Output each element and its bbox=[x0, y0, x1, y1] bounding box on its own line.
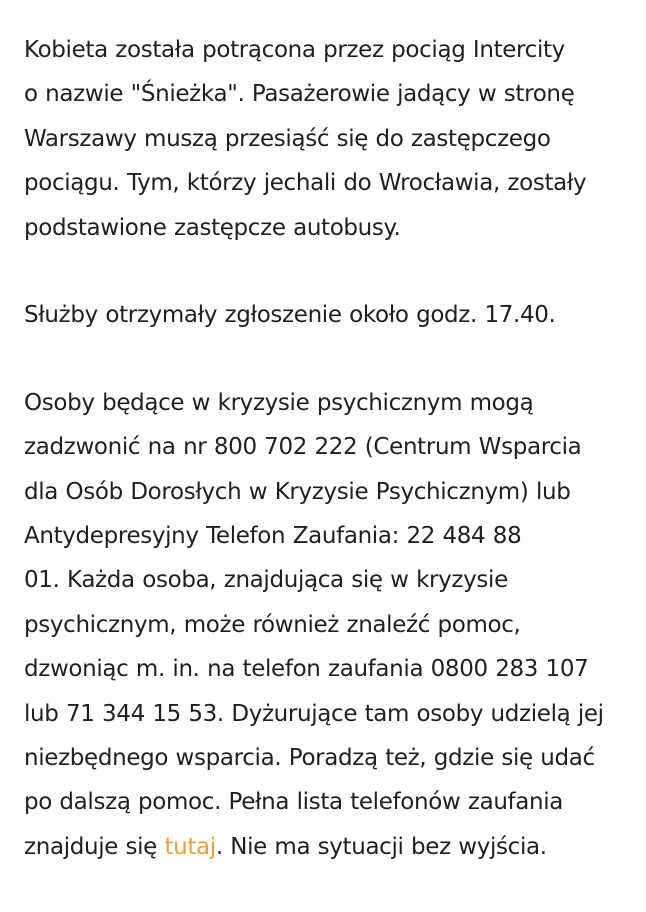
text-line-with-link bbox=[24, 825, 629, 869]
text-line: Służby otrzymały zgłoszenie około godz. 17.40. bbox=[24, 302, 556, 329]
text-line: Kobieta została potrącona przez pociąg Intercity bbox=[24, 37, 565, 63]
text-line: o nazwie "Śnieżka". Pasażerowie jadący w stronę bbox=[24, 81, 575, 108]
text-line: po dalszą pomoc. Pełna lista telefonów zaufania bbox=[24, 789, 564, 816]
paragraph-incident bbox=[24, 28, 629, 250]
text-line: 01. Każda osoba, znajdująca się w kryzysie bbox=[24, 567, 508, 594]
text-before-link: znajduje się bbox=[24, 833, 165, 860]
text-line: lub 71 344 15 53. Dyżurujące tam osoby udzielą jej bbox=[24, 700, 604, 727]
text-line: podstawione zastępcze autobusy. bbox=[24, 214, 401, 241]
paragraph-help-info bbox=[24, 381, 629, 869]
text-line: psychicznym, może również znaleźć pomoc, bbox=[24, 611, 521, 638]
text-line: niezbędnego wsparcia. Poradzą też, gdzie się udać bbox=[24, 745, 595, 772]
text-line: dzwoniąc m. in. na telefon zaufania 0800 283 107 bbox=[24, 656, 589, 683]
text-line: dla Osób Dorosłych w Kryzysie Psychicznym) lub bbox=[24, 478, 571, 505]
text-line: Warszawy muszą przesiąść się do zastępczego bbox=[24, 125, 551, 152]
text-line: pociągu. Tym, którzy jechali do Wrocławia, zostały bbox=[24, 170, 587, 197]
paragraph-report-time bbox=[24, 293, 629, 337]
text-line: Antydepresyjny Telefon Zaufania: 22 484 88 bbox=[24, 523, 522, 550]
text-line: zadzwonić na nr 800 702 222 (Centrum Wsparcia bbox=[24, 434, 582, 461]
text-after-link: . Nie ma sytuacji bez wyjścia. bbox=[215, 833, 547, 860]
helpline-list-link[interactable]: tutaj bbox=[164, 833, 216, 860]
article-body bbox=[24, 28, 629, 912]
text-line: Osoby będące w kryzysie psychicznym mogą bbox=[24, 389, 534, 416]
